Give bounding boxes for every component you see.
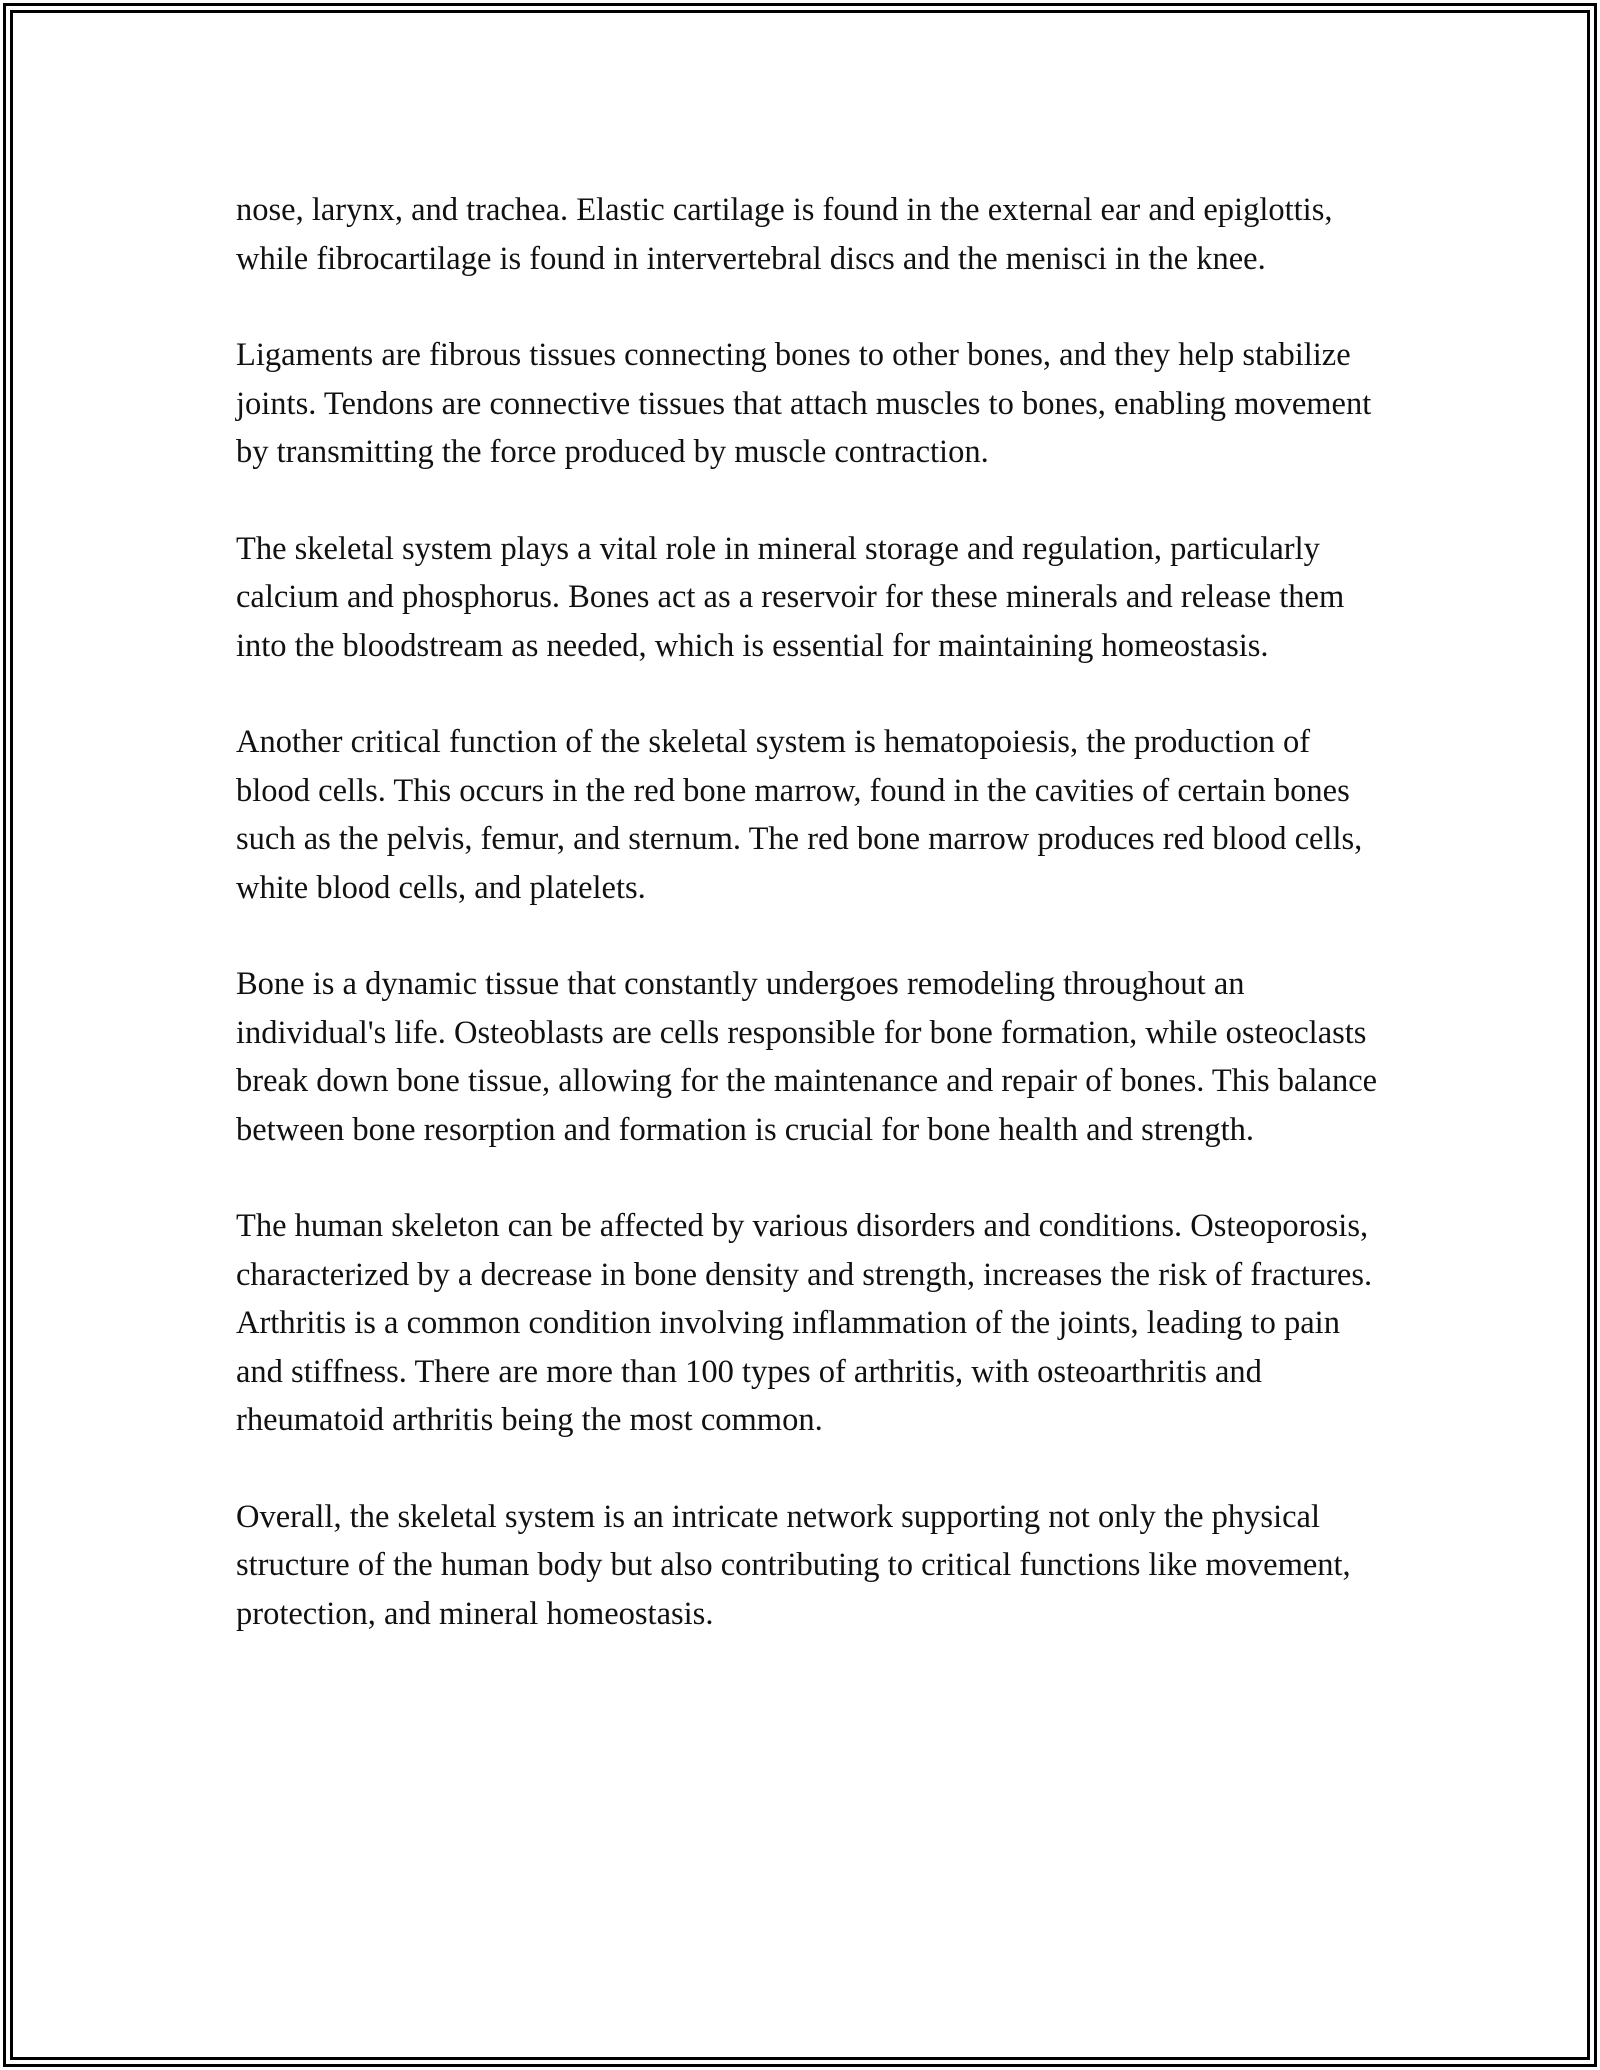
paragraph-disorders: The human skeleton can be affected by various disorders and conditions. Osteoporosis, characterized by a decrease in bone density and strength, increases the risk of fractures. Arthritis is a common condition involving inflammation of the joints, leading to pain and stiffness. There are more than 100 types of arthritis, with osteoarthritis and rheumatoid arthritis being the most common.: [236, 1208, 1373, 1438]
paragraph-overall: Overall, the skeletal system is an intricate network supporting not only the physical structure of the human body but also contributing to critical functions like movement, protection, and mineral homeostasis.: [236, 1498, 1351, 1632]
paragraph-cartilage: nose, larynx, and trachea. Elastic cartilage is found in the external ear and epiglottis, while fibrocartilage is found in intervertebral discs and the menisci in the knee.: [236, 192, 1333, 277]
paragraph-hematopoiesis: Another critical function of the skeletal system is hematopoiesis, the production of blood cells. This occurs in the red bone marrow, found in the cavities of certain bones such as the pelvis, femur, and sternum. The red bone marrow produces red blood cells, white blood cells, and platelets.: [236, 724, 1363, 906]
document-body: [236, 186, 1386, 1686]
paragraph-ligaments-tendons: Ligaments are fibrous tissues connecting bones to other bones, and they help stabilize joints. Tendons are connective tissues that attach muscles to bones, enabling movement by transmitting the force produced by muscle contraction.: [236, 337, 1372, 470]
paragraph-bone-remodeling: Bone is a dynamic tissue that constantly undergoes remodeling throughout an individual's life. Osteoblasts are cells responsible for bone formation, while osteoclasts break down bone tissue, allowing for the maintenance and repair of bones. This balance between bone resorption and formation is crucial for bone health and strength.: [236, 966, 1378, 1148]
paragraph-mineral-storage: The skeletal system plays a vital role in mineral storage and regulation, particularly calcium and phosphorus. Bones act as a reservoir for these minerals and release them into the bloodstream as needed, which is essential for maintaining homeostasis.: [236, 530, 1345, 664]
